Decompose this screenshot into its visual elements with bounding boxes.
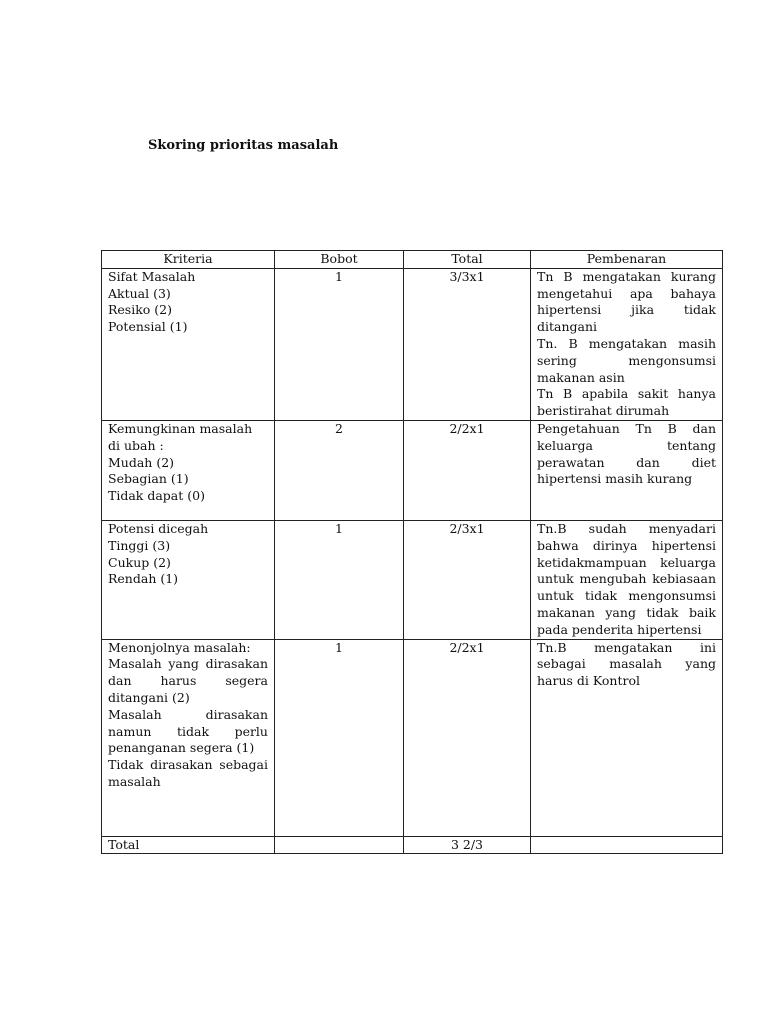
document-title: Skoring prioritas masalah bbox=[148, 138, 339, 153]
kriteria-line: Sifat Masalah bbox=[108, 268, 196, 284]
cell-kriteria bbox=[102, 639, 275, 836]
cell-bobot: 2 bbox=[275, 420, 404, 520]
kriteria-line: Potensial (1) bbox=[108, 319, 188, 335]
kriteria-line: Aktual (3) bbox=[108, 285, 171, 301]
cell-kriteria bbox=[102, 520, 275, 639]
kriteria-line: Sebagian (1) bbox=[108, 471, 189, 487]
kriteria-line: Potensi dicegah bbox=[108, 520, 209, 536]
cell-kriteria bbox=[102, 420, 275, 520]
kriteria-line: Masalah yang dirasakan dan harus segera ditangani (2) bbox=[108, 656, 268, 705]
pembenaran-text: Tn.B mengatakan ini sebagai masalah yang harus di Kontrol bbox=[537, 639, 716, 689]
cell-pembenaran bbox=[531, 420, 723, 520]
table-row bbox=[102, 268, 723, 420]
header-total: Total bbox=[404, 251, 531, 269]
cell-bobot: 1 bbox=[275, 268, 404, 420]
pembenaran-text: Tn B mengatakan kurang mengetahui apa bahaya hipertensi jika tidak ditangani Tn. B mengatakan masih sering mengonsumsi makanan asin Tn B apabila sakit hanya beristirahat dirumah bbox=[537, 268, 716, 419]
total-row bbox=[102, 836, 723, 854]
kriteria-line: Mudah (2) bbox=[108, 454, 175, 470]
kriteria-line: Cukup (2) bbox=[108, 554, 171, 570]
table-row bbox=[102, 639, 723, 836]
kriteria-line: Menonjolnya masalah: bbox=[108, 639, 251, 655]
table-row bbox=[102, 420, 723, 520]
header-pembenaran: Pembenaran bbox=[531, 251, 723, 269]
cell-bobot: 1 bbox=[275, 520, 404, 639]
kriteria-line: Tidak dirasakan sebagai masalah bbox=[108, 757, 268, 789]
total-label: Total bbox=[102, 836, 275, 854]
cell-pembenaran bbox=[531, 268, 723, 420]
cell-total: 3/3x1 bbox=[404, 268, 531, 420]
total-value: 3 2/3 bbox=[404, 836, 531, 854]
cell-bobot: 1 bbox=[275, 639, 404, 836]
pembenaran-text: Pengetahuan Tn B dan keluarga tentang perawatan dan diet hipertensi masih kurang bbox=[537, 420, 716, 487]
header-bobot: Bobot bbox=[275, 251, 404, 269]
pembenaran-text: Tn.B sudah menyadari bahwa dirinya hipertensi ketidakmampuan keluarga untuk mengubah kebiasaan untuk tidak mengonsumsi makanan yang tidak baik pada penderita hipertensi bbox=[537, 520, 716, 637]
kriteria-line: Masalah dirasakan namun tidak perlu penanganan segera (1) bbox=[108, 706, 268, 756]
table-row bbox=[102, 520, 723, 639]
cell-total: 2/3x1 bbox=[404, 520, 531, 639]
cell-pembenaran bbox=[531, 520, 723, 639]
cell-kriteria bbox=[102, 268, 275, 420]
kriteria-line: Tidak dapat (0) bbox=[108, 488, 205, 504]
kriteria-line: Resiko (2) bbox=[108, 302, 173, 318]
cell-total: 2/2x1 bbox=[404, 420, 531, 520]
cell-total: 2/2x1 bbox=[404, 639, 531, 836]
scoring-table bbox=[101, 250, 723, 854]
total-bobot bbox=[275, 836, 404, 854]
total-pembenaran bbox=[531, 836, 723, 854]
table-header-row bbox=[102, 251, 723, 269]
header-kriteria: Kriteria bbox=[102, 251, 275, 269]
kriteria-line: Rendah (1) bbox=[108, 571, 179, 587]
kriteria-line: Tinggi (3) bbox=[108, 537, 171, 553]
cell-pembenaran bbox=[531, 639, 723, 836]
kriteria-line: Kemungkinan masalah di ubah : bbox=[108, 420, 253, 453]
